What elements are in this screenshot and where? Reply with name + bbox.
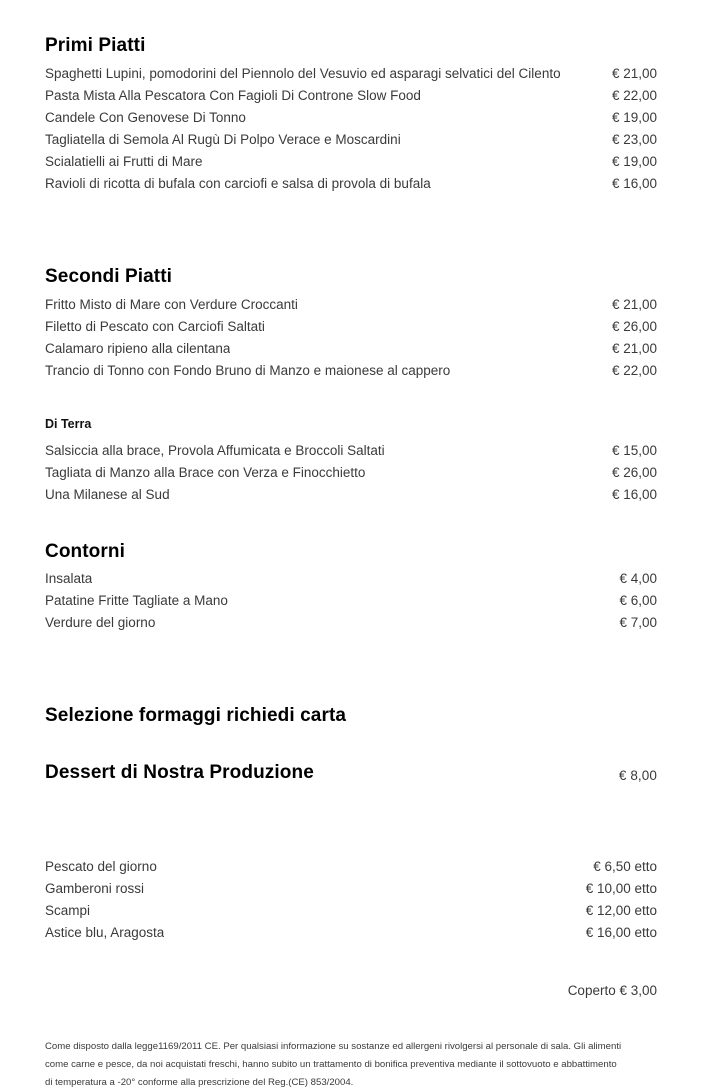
- menu-item-price: € 22,00: [611, 362, 657, 378]
- menu-item-name: Gamberoni rossi: [45, 881, 145, 897]
- menu-item-row: [45, 878, 657, 900]
- spacer: [45, 1002, 657, 1038]
- menu-item-name: Astice blu, Aragosta: [45, 925, 165, 941]
- menu-item-name: Scialatielli ai Frutti di Mare: [45, 153, 203, 169]
- menu-item-row: [45, 107, 657, 129]
- spacer: [45, 195, 657, 267]
- footnote-line-3: di temperatura a -20° conforme alla prescrizione del Reg.(CE) 853/2004.: [45, 1077, 354, 1089]
- menu-item-name: Ravioli di ricotta di bufala con carciofi e salsa di provola di bufala: [45, 175, 431, 191]
- menu-item-price: € 15,00: [611, 442, 657, 458]
- menu-list-secondi-piatti: [45, 294, 657, 382]
- menu-item-row: [45, 856, 657, 878]
- menu-item-name: Scampi: [45, 903, 91, 919]
- menu-item-row: [45, 612, 657, 634]
- menu-item-name: Calamaro ripieno alla cilentana: [45, 340, 231, 356]
- coperto-row: [45, 980, 657, 1002]
- menu-item-price: € 4,00: [619, 571, 657, 587]
- menu-item-row: [45, 129, 657, 151]
- menu-list-pescato-del-giorno: [45, 856, 657, 944]
- menu-item-price: € 6,00: [619, 593, 657, 609]
- menu-item-name: Pasta Mista Alla Pescatora Con Fagioli Di Controne Slow Food: [45, 87, 421, 103]
- menu-item-name: Tagliata di Manzo alla Brace con Verza e Finocchietto: [45, 464, 366, 480]
- spacer: [45, 506, 657, 542]
- spacer: [45, 432, 657, 440]
- spacer: [45, 382, 657, 418]
- menu-item-name: Trancio di Tonno con Fondo Bruno di Manzo e maionese al cappero: [45, 362, 451, 378]
- menu-item-price: € 12,00 etto: [585, 903, 657, 919]
- menu-item-row: [45, 484, 657, 506]
- menu-item-name: Pescato del giorno: [45, 859, 157, 875]
- menu-item-price: € 22,00: [611, 87, 657, 103]
- menu-item-name: Una Milanese al Sud: [45, 486, 170, 502]
- spacer: [45, 634, 657, 706]
- menu-item-row: [45, 360, 657, 382]
- menu-item-price: € 16,00: [611, 175, 657, 191]
- section-heading-dessert: Dessert di Nostra Produzione: [45, 762, 314, 784]
- menu-item-price: € 21,00: [611, 296, 657, 312]
- menu-item-row: [45, 63, 657, 85]
- section-heading-primi-piatti: Primi Piatti: [45, 35, 146, 56]
- menu-item-row: [45, 151, 657, 173]
- menu-item-price: € 16,00: [611, 486, 657, 502]
- menu-item-price: € 19,00: [611, 153, 657, 169]
- menu-item-row: [45, 900, 657, 922]
- menu-item-price: € 16,00 etto: [585, 925, 657, 941]
- menu-item-row: [45, 462, 657, 484]
- footnote-line-2: come carne e pesce, da noi acquistati freschi, hanno subito un trattamento di bonifica preventiva mediante il sottovuoto e abbattimento: [45, 1059, 617, 1071]
- menu-item-name: Filetto di Pescato con Carciofi Saltati: [45, 318, 265, 334]
- menu-item-row: [45, 568, 657, 590]
- legal-footnote: [45, 1038, 657, 1092]
- menu-item-price: € 23,00: [611, 131, 657, 147]
- menu-item-row: [45, 85, 657, 107]
- menu-list-contorni: [45, 568, 657, 634]
- menu-item-row: [45, 316, 657, 338]
- menu-item-price: € 26,00: [611, 464, 657, 480]
- section-heading-contorni: Contorni: [45, 540, 125, 562]
- menu-item-name: Tagliatella di Semola Al Rugù Di Polpo Verace e Moscardini: [45, 131, 401, 147]
- section-heading-dessert-row: [45, 763, 657, 784]
- menu-item-name: Spaghetti Lupini, pomodorini del Piennolo del Vesuvio ed asparagi selvatici del Cilento: [45, 65, 561, 81]
- menu-item-price: € 21,00: [611, 340, 657, 356]
- menu-item-row: [45, 590, 657, 612]
- footnote-line-1: Come disposto dalla legge1169/2011 CE. Per qualsiasi informazione su sostanze ed allergeni rivolgersi al personale di sala. Gli alimenti: [45, 1041, 622, 1053]
- menu-item-name: Insalata: [45, 571, 93, 587]
- top-spacer: [45, 0, 657, 36]
- menu-item-price: € 26,00: [611, 318, 657, 334]
- spacer: [45, 784, 657, 856]
- menu-item-name: Fritto Misto di Mare con Verdure Croccanti: [45, 296, 298, 312]
- section-heading-di-terra: Di Terra: [45, 416, 92, 431]
- section-heading-selezione-formaggi: Selezione formaggi richiedi carta: [45, 705, 347, 727]
- menu-item-price: € 6,50 etto: [593, 859, 657, 875]
- menu-item-name: Patatine Fritte Tagliate a Mano: [45, 593, 228, 609]
- menu-item-price: € 7,00: [619, 615, 657, 631]
- section-heading-secondi-piatti: Secondi Piatti: [45, 265, 173, 287]
- dessert-price: € 8,00: [618, 768, 657, 784]
- menu-item-name: Salsiccia alla brace, Provola Affumicata e Broccoli Saltati: [45, 442, 385, 458]
- menu-item-name: Verdure del giorno: [45, 615, 156, 631]
- menu-item-price: € 10,00 etto: [585, 881, 657, 897]
- spacer: [45, 944, 657, 980]
- menu-item-price: € 19,00: [611, 109, 657, 125]
- menu-item-price: € 21,00: [611, 65, 657, 81]
- menu-item-row: [45, 440, 657, 462]
- menu-item-row: [45, 922, 657, 944]
- spacer: [45, 727, 657, 763]
- menu-item-row: [45, 173, 657, 195]
- menu-item-row: [45, 294, 657, 316]
- menu-list-di-terra: [45, 440, 657, 506]
- menu-list-primi-piatti: [45, 63, 657, 195]
- menu-item-row: [45, 338, 657, 360]
- menu-item-name: Candele Con Genovese Di Tonno: [45, 109, 246, 125]
- coperto-label: Coperto € 3,00: [567, 983, 657, 999]
